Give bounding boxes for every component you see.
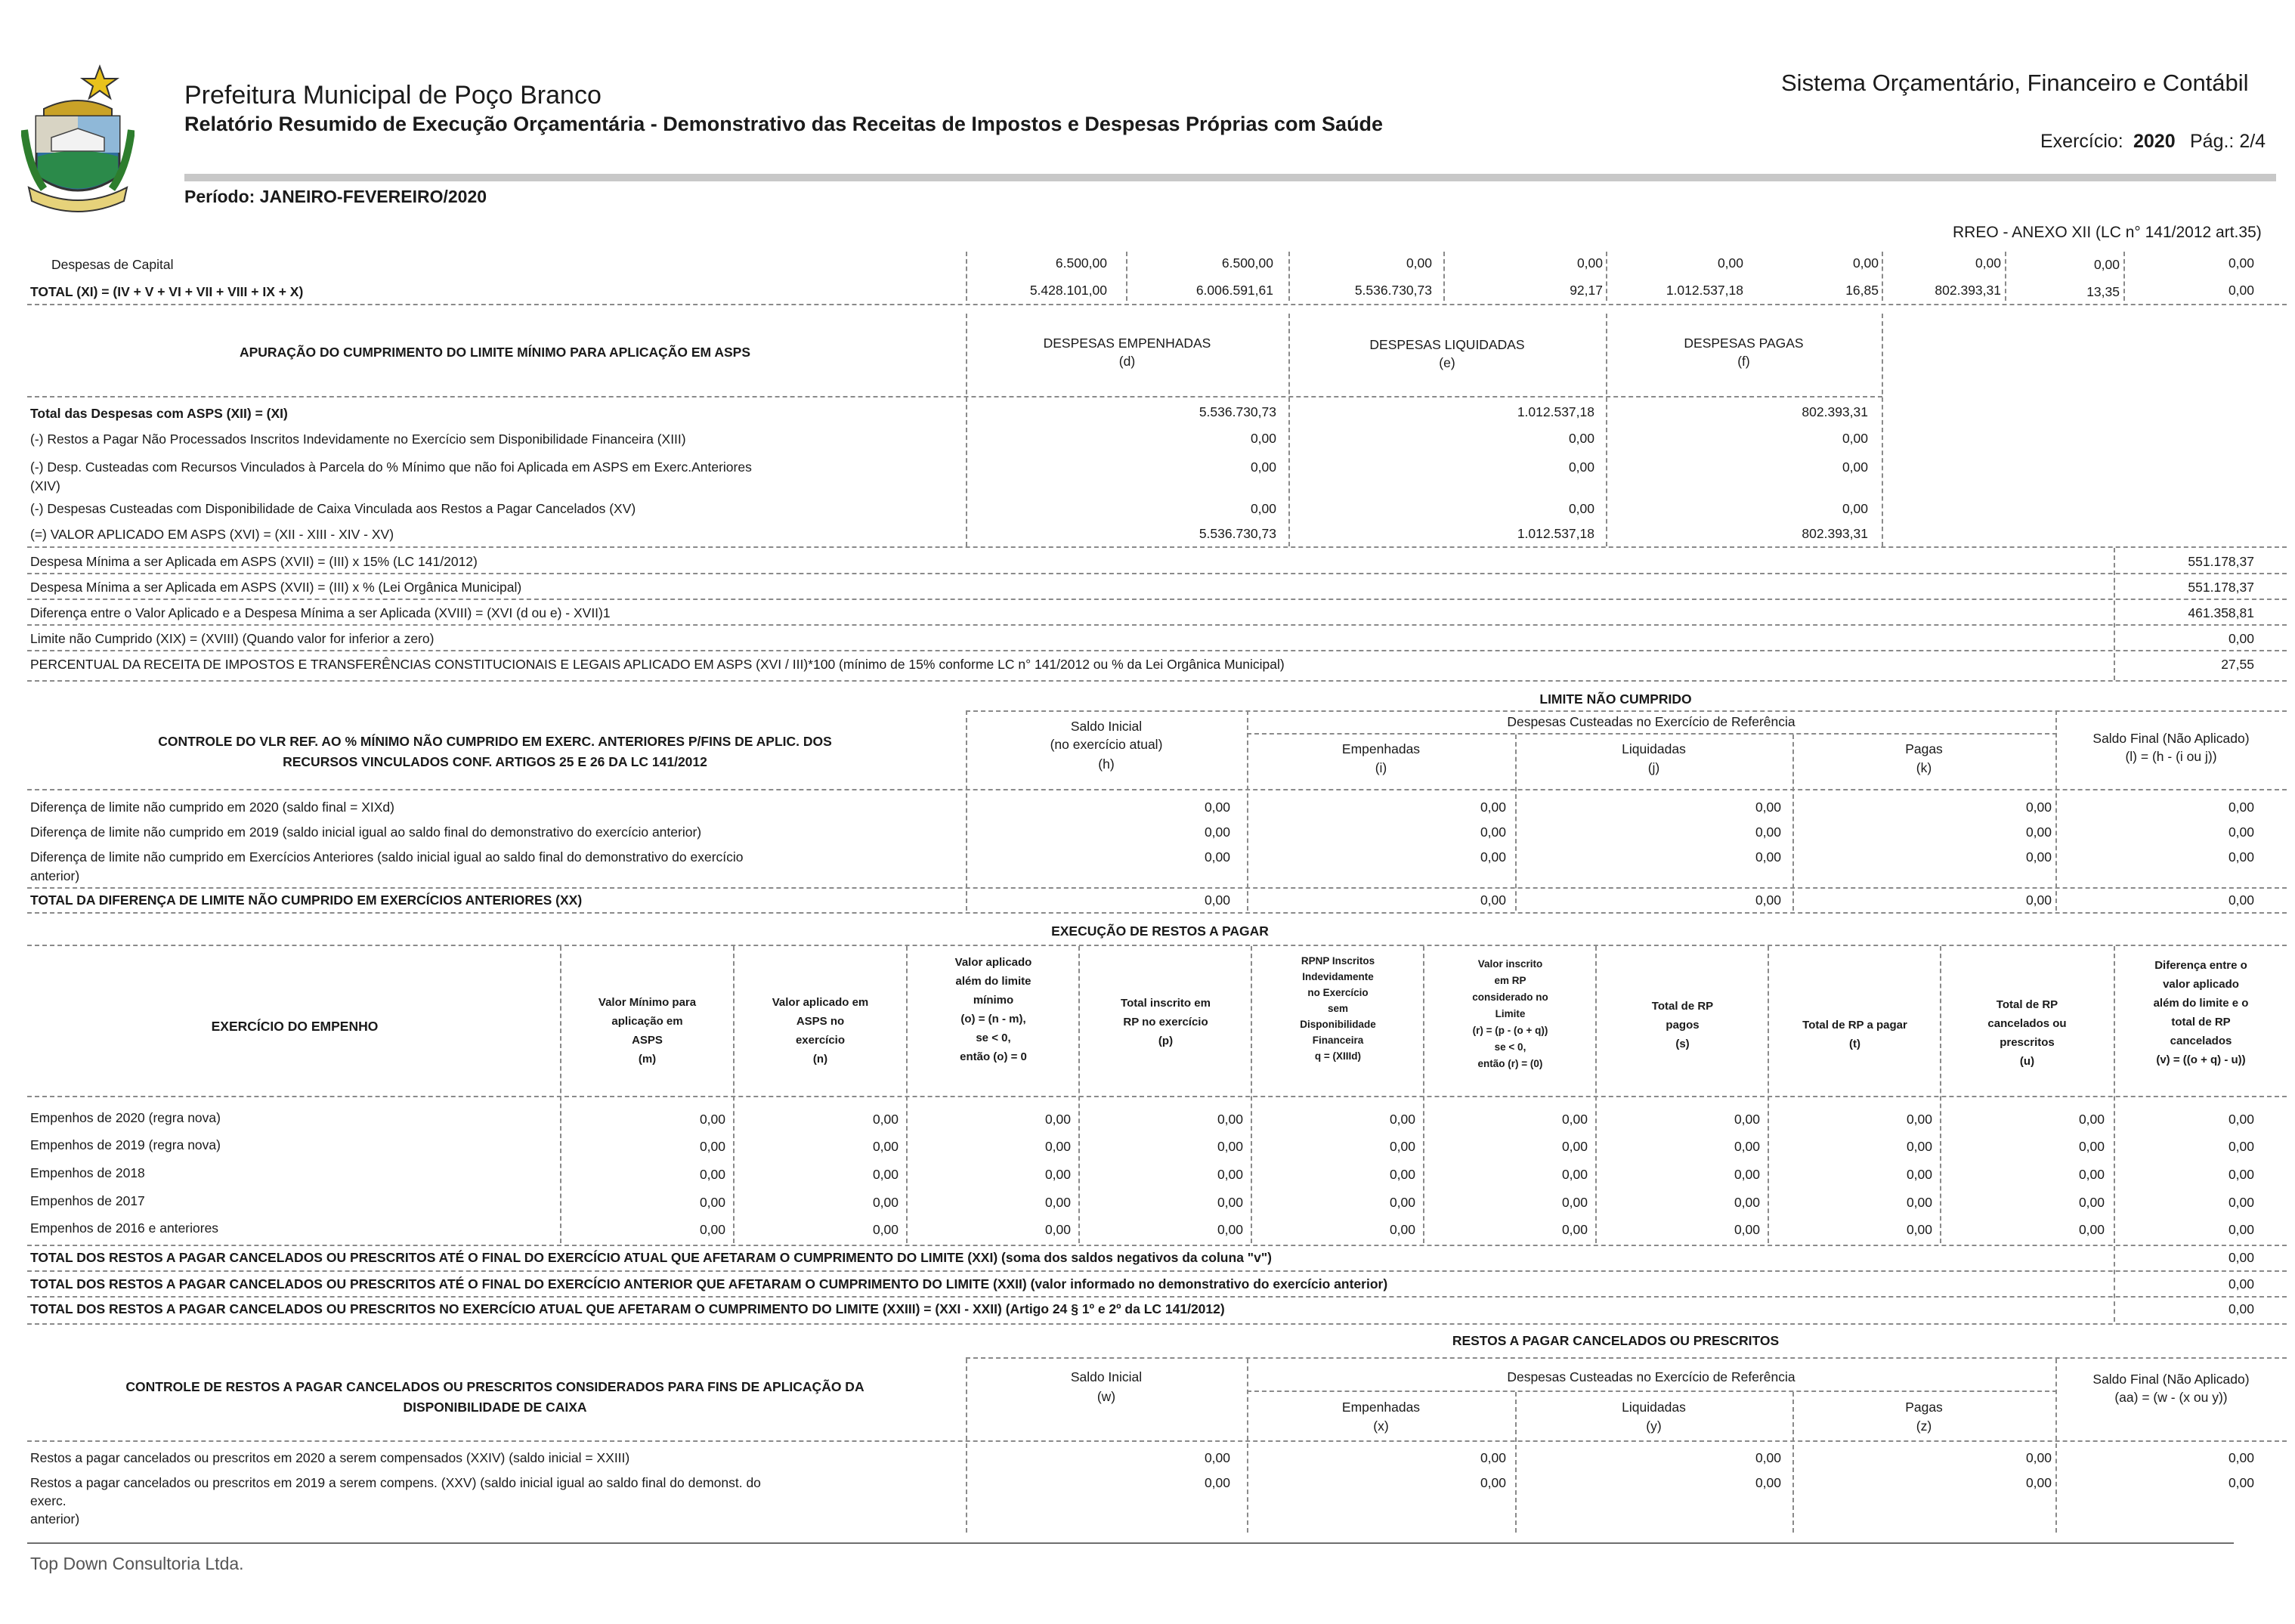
cancelados-empenhadas: Empenhadas	[1341, 1400, 1421, 1415]
restos-col-exercicio: EXERCÍCIO DO EMPENHO	[211, 1019, 379, 1034]
cancelados-title: CONTROLE DE RESTOS A PAGAR CANCELADOS OU PRESCRITOS CONSIDERADOS PARA FINS DE APLICAÇÃO DA	[125, 1379, 864, 1394]
limite-saldo-inicial: Saldo Inicial	[1070, 719, 1143, 734]
exercise-label: Exercício:	[2040, 131, 2123, 152]
cancelados-subgroup: Despesas Custeadas no Exercício de Referência	[1507, 1369, 1795, 1384]
asps-col-f: DESPESAS PAGAS	[1684, 336, 1804, 351]
restos-title: EXECUÇÃO DE RESTOS A PAGAR	[1051, 923, 1269, 939]
footer-text: Top Down Consultoria Ltda.	[30, 1554, 244, 1573]
cancelados-saldo-final: Saldo Final (Não Aplicado)	[2092, 1372, 2250, 1387]
annex-label: RREO - ANEXO XII (LC n° 141/2012 art.35)	[1953, 224, 2262, 241]
header-rule	[184, 174, 2276, 181]
system-name: Sistema Orçamentário, Financeiro e Contábil	[1781, 70, 2249, 96]
asps-col-e: DESPESAS LIQUIDADAS	[1369, 337, 1525, 352]
asps-title: APURAÇÃO DO CUMPRIMENTO DO LIMITE MÍNIMO PARA APLICAÇÃO EM ASPS	[239, 345, 751, 360]
cancelados-liquidadas: Liquidadas	[1622, 1400, 1686, 1415]
asps-col-d: DESPESAS EMPENHADAS	[1043, 336, 1211, 351]
report-title: Relatório Resumido de Execução Orçamentária - Demonstrativo das Receitas de Impostos e Despesas Próprias com Saúde	[184, 113, 1384, 135]
limite-empenhadas: Empenhadas	[1341, 741, 1421, 756]
limite-group-title: LIMITE NÃO CUMPRIDO	[1539, 691, 1692, 707]
exercise-year: 2020	[2133, 131, 2176, 152]
limite-saldo-final: Saldo Final (Não Aplicado)	[2092, 731, 2250, 746]
municipal-crest	[21, 62, 135, 213]
cancelados-saldo-inicial: Saldo Inicial	[1070, 1369, 1143, 1384]
period: Período: JANEIRO-FEVEREIRO/2020	[184, 187, 487, 206]
cancelados-pagas: Pagas	[1905, 1400, 1943, 1415]
footer-rule	[27, 1542, 2234, 1544]
limite-title: CONTROLE DO VLR REF. AO % MÍNIMO NÃO CUMPRIDO EM EXERC. ANTERIORES P/FINS DE APLIC. DOS	[158, 734, 832, 749]
cancelados-group-title: RESTOS A PAGAR CANCELADOS OU PRESCRITOS	[1452, 1333, 1780, 1348]
limite-liquidadas: Liquidadas	[1622, 741, 1686, 756]
limite-subgroup: Despesas Custeadas no Exercício de Referência	[1507, 714, 1795, 729]
municipality-name: Prefeitura Municipal de Poço Branco	[184, 81, 602, 110]
page-number: Pág.: 2/4	[2190, 131, 2266, 152]
limite-pagas: Pagas	[1905, 741, 1943, 756]
